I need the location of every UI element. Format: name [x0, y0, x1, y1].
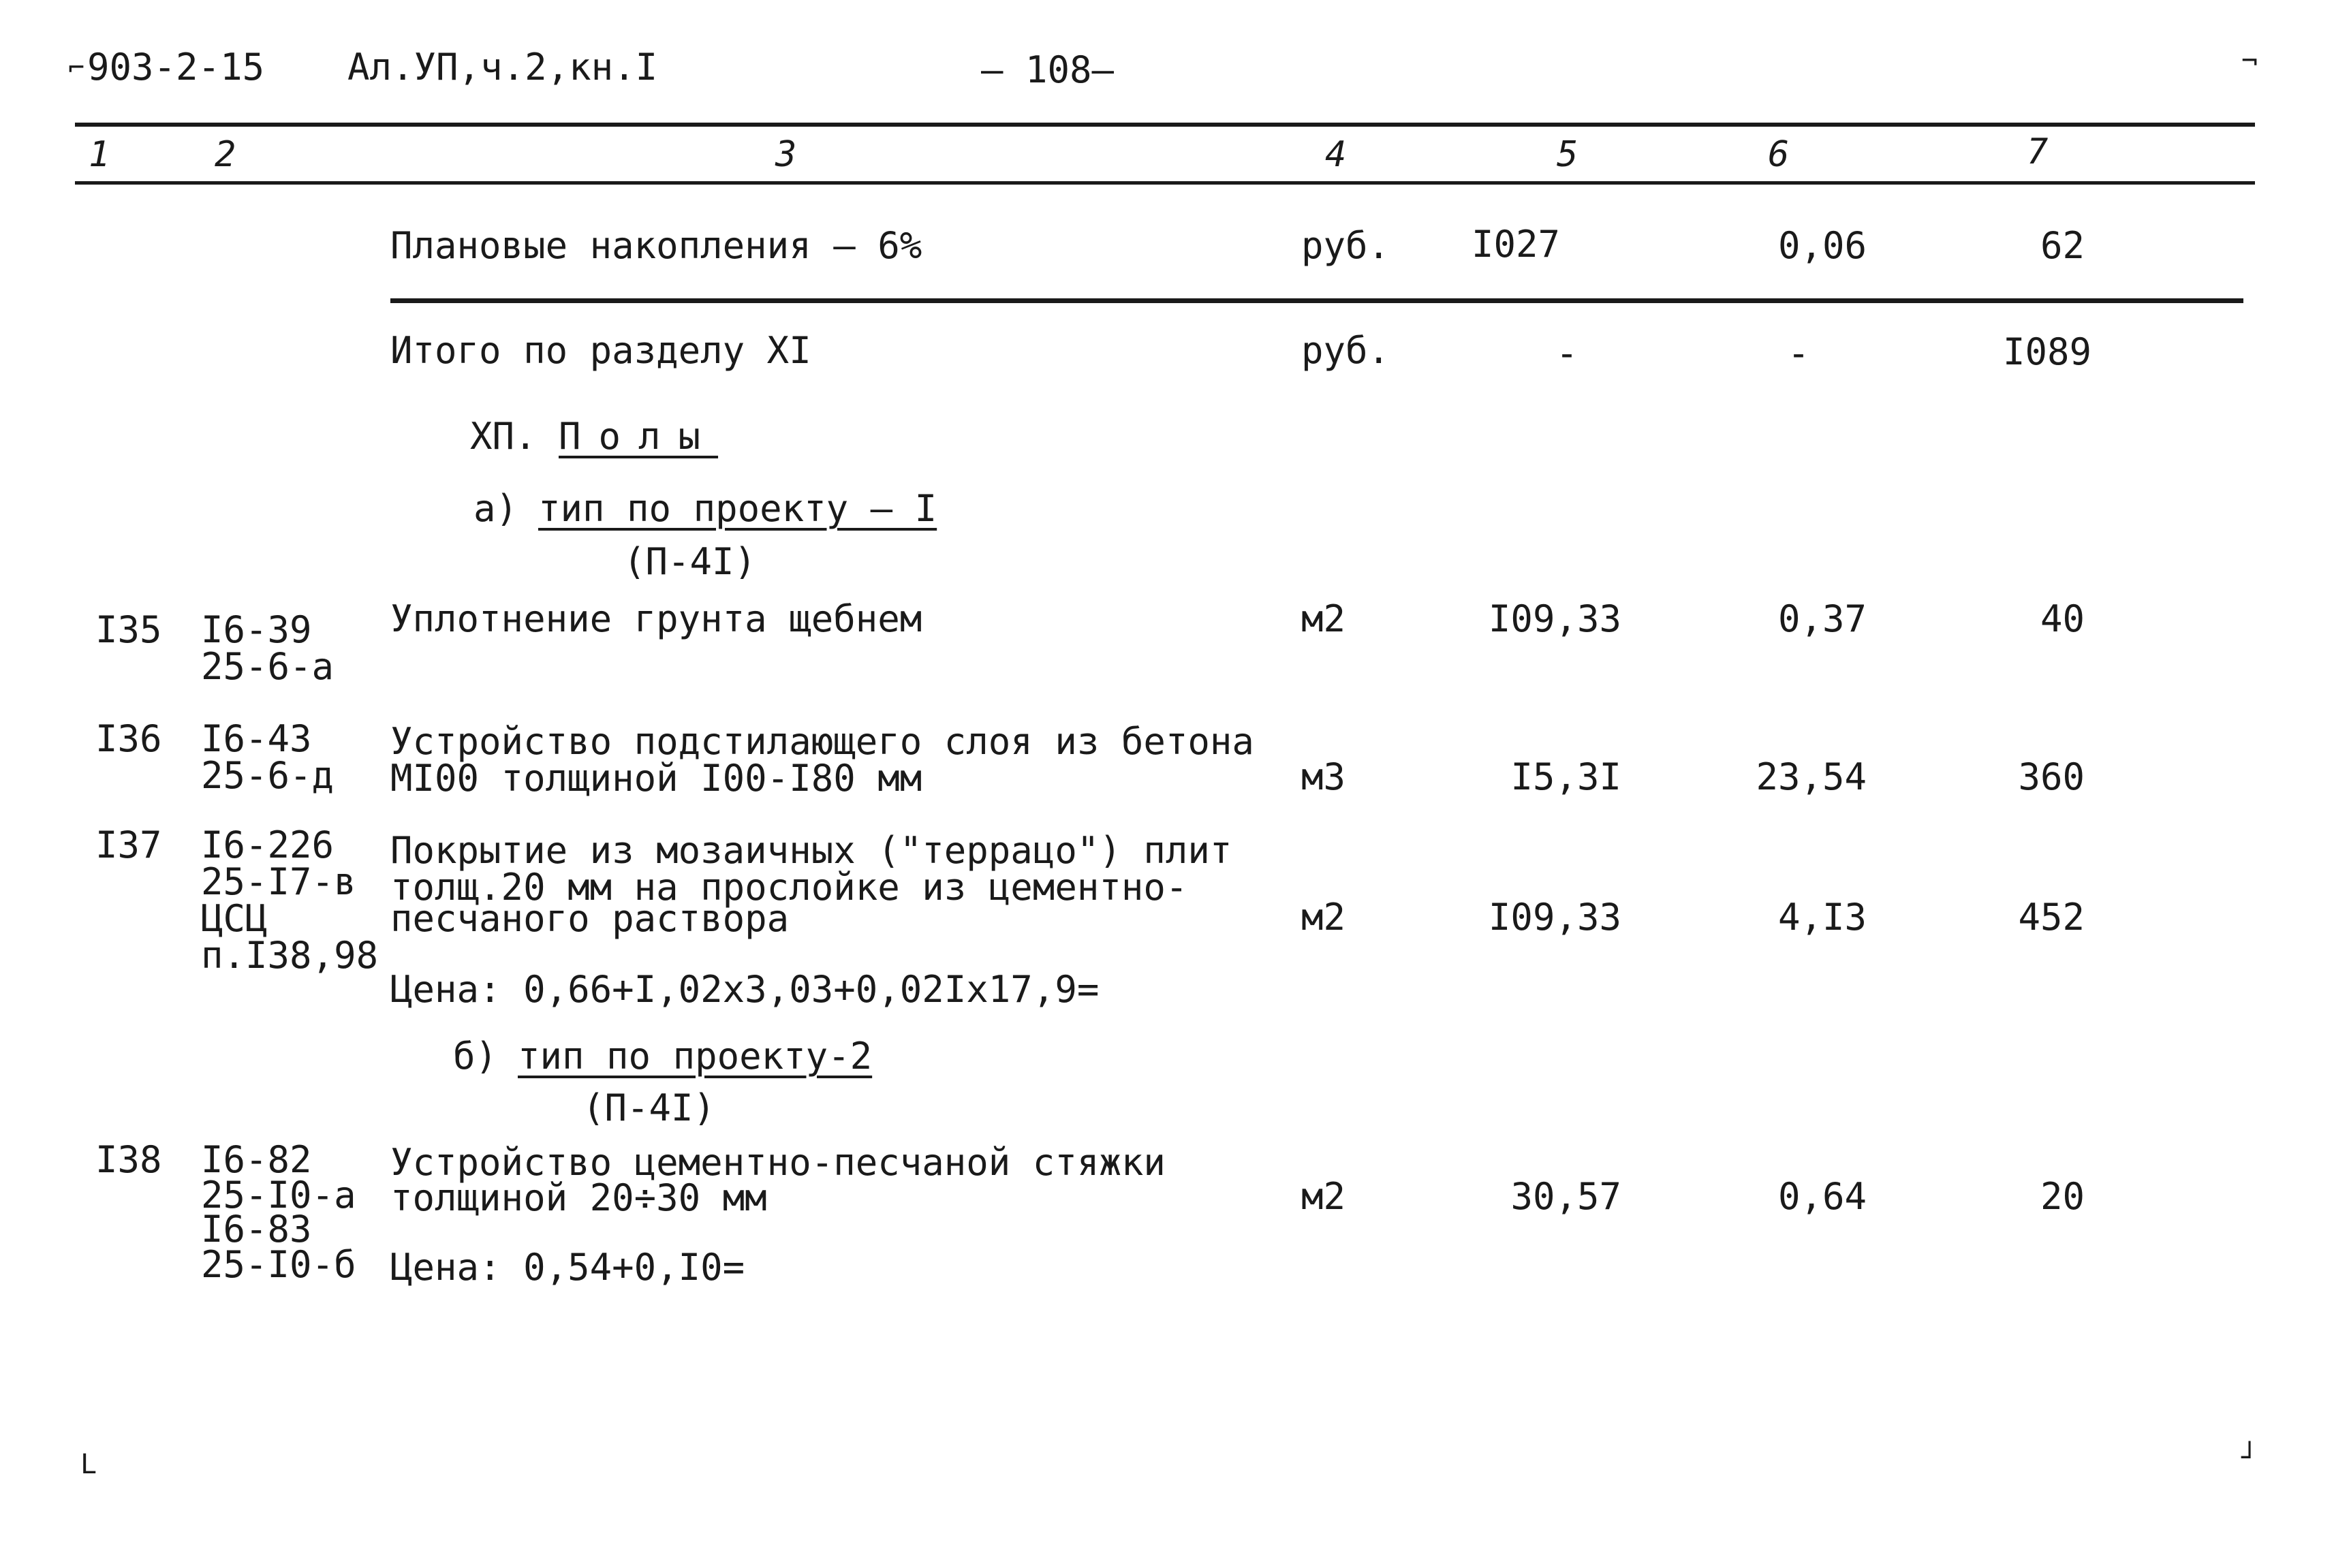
item-138-unit: м2: [1301, 1175, 1346, 1218]
plan-acc-qty: I027: [1472, 223, 1561, 266]
corner-mark-top-left: ⌐: [68, 52, 85, 84]
item-138-desc-1: Устройство цементно-песчаной стяжки: [390, 1141, 1166, 1184]
item-138-code-4: 25-I0-б: [201, 1243, 356, 1286]
item-137-cost: 452: [2018, 896, 2085, 939]
subtotal-rule: [390, 298, 2243, 303]
item-136-desc-2: МI00 толщиной I00-I80 мм: [390, 757, 922, 800]
col-num-1: 1: [89, 134, 110, 175]
header-rule-top: [75, 123, 2255, 127]
sub-a-label: а): [473, 487, 518, 530]
item-137-code-3: ЦСЦ: [201, 897, 268, 940]
item-138-cost: 20: [2040, 1175, 2085, 1218]
total-price: -: [1787, 332, 1810, 375]
corner-mark-bottom-right: ┘: [2241, 1442, 2258, 1473]
album-ref: Ал.УП,ч.2,кн.I: [347, 46, 658, 89]
item-136-desc-1: Устройство подстилающего слоя из бетона: [390, 720, 1254, 763]
item-136-unit: м3: [1301, 755, 1346, 798]
plan-acc-name: Плановые накопления – 6%: [390, 224, 922, 267]
item-137-code-1: I6-226: [201, 824, 334, 866]
col-num-5: 5: [1557, 134, 1578, 175]
sub-b-code: (П-4I): [582, 1086, 716, 1129]
plan-acc-unit: руб.: [1301, 224, 1390, 267]
corner-mark-top-right: ¬: [2241, 46, 2258, 77]
item-138-price: 0,64: [1777, 1175, 1867, 1218]
plan-acc-price: 0,06: [1777, 224, 1867, 267]
item-138-code-1: I6-82: [201, 1138, 312, 1181]
item-135-qty: I09,33: [1488, 597, 1621, 640]
item-137-code-2: 25-I7-в: [201, 860, 356, 903]
item-136-qty: I5,3I: [1510, 755, 1621, 798]
total-unit: руб.: [1301, 329, 1390, 372]
item-137-price-note: Цена: 0,66+I,02х3,03+0,02Iх17,9=: [390, 968, 1100, 1011]
item-138-price-note: Цена: 0,54+0,I0=: [390, 1246, 745, 1289]
item-136-number: I36: [95, 717, 162, 760]
item-135-cost: 40: [2040, 597, 2085, 640]
item-137-price: 4,I3: [1777, 896, 1867, 939]
col-num-2: 2: [215, 134, 236, 175]
sub-a-code: (П-4I): [623, 540, 757, 583]
item-135-price: 0,37: [1777, 597, 1867, 640]
item-136-cost: 360: [2018, 755, 2085, 798]
item-136-code-1: I6-43: [201, 717, 312, 760]
item-137-qty: I09,33: [1488, 896, 1621, 939]
item-138-qty: 30,57: [1510, 1175, 1621, 1218]
item-135-number: I35: [95, 608, 162, 651]
section-title: Полы: [559, 415, 719, 458]
total-name: Итого по разделу XI: [390, 329, 811, 372]
item-136-code-2: 25-6-д: [201, 754, 334, 797]
item-137-unit: м2: [1301, 896, 1346, 939]
item-135-code-1: I6-39: [201, 608, 312, 651]
item-138-desc-2: толщиной 20÷30 мм: [390, 1176, 767, 1219]
item-138-code-2: 25-I0-а: [201, 1174, 356, 1217]
item-135-desc: Уплотнение грунта щебнем: [390, 597, 922, 640]
corner-mark-bottom-left: L: [80, 1449, 97, 1480]
total-cost: I089: [2003, 330, 2092, 373]
item-137-desc-1: Покрытие из мозаичных ("террацо") плит: [390, 829, 1232, 872]
item-137-desc-2: толщ.20 мм на прослойке из цементно-: [390, 866, 1188, 909]
item-138-code-3: I6-83: [201, 1208, 312, 1251]
item-138-number: I38: [95, 1138, 162, 1181]
total-qty: -: [1555, 332, 1578, 375]
section-number: XП.: [470, 415, 537, 458]
col-num-7: 7: [2027, 131, 2049, 172]
col-num-6: 6: [1768, 134, 1790, 175]
sub-a-title: тип по проекту – I: [538, 487, 937, 530]
sub-b-title: тип по проекту-2: [518, 1035, 873, 1078]
header-rule-bottom: [75, 181, 2255, 185]
item-137-number: I37: [95, 824, 162, 866]
col-num-4: 4: [1325, 134, 1347, 175]
item-137-code-4: п.I38,98: [201, 934, 379, 977]
item-137-desc-3: песчаного раствора: [390, 897, 790, 940]
item-135-unit: м2: [1301, 597, 1346, 640]
col-num-3: 3: [775, 134, 797, 175]
page-number: — 108—: [981, 48, 1115, 91]
doc-code: 903-2-15: [87, 46, 265, 89]
sub-b-label: б): [453, 1035, 498, 1078]
item-136-price: 23,54: [1756, 755, 1867, 798]
plan-acc-cost: 62: [2040, 224, 2085, 267]
item-135-code-2: 25-6-а: [201, 645, 334, 688]
